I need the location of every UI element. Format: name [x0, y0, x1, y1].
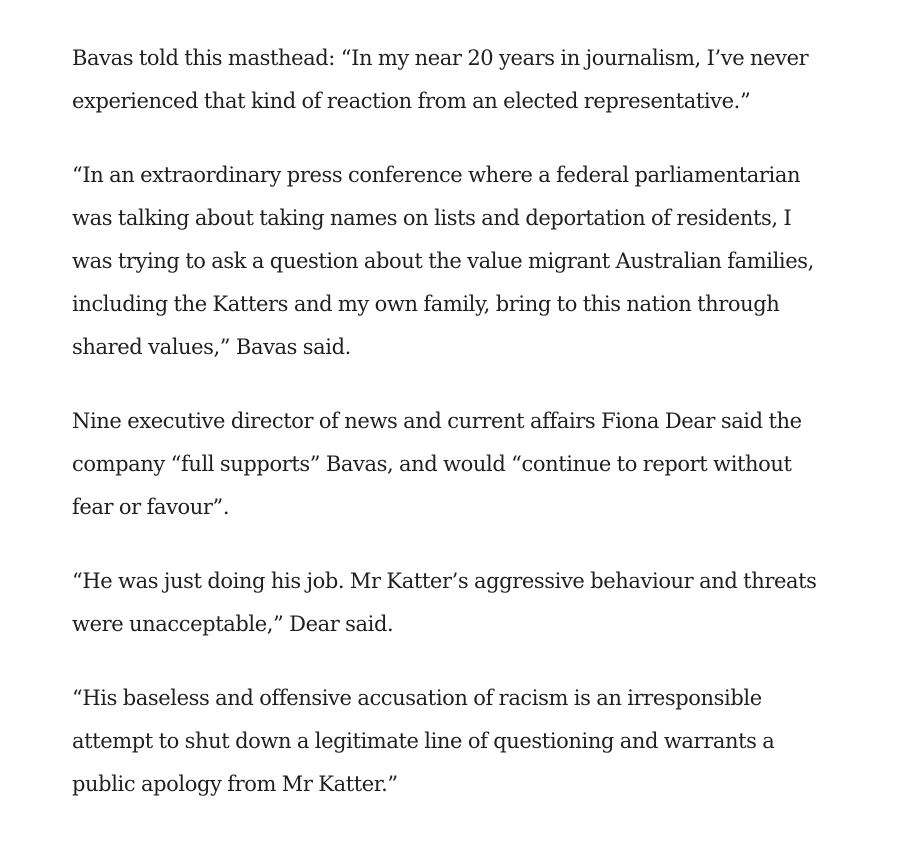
text-line: Nine executive director of news and current affairs Fiona Dear said the: [72, 409, 802, 433]
text-line: shared values,” Bavas said.: [72, 335, 351, 359]
paragraph-quote-dear-job: [72, 560, 872, 646]
text-line: were unacceptable,” Dear said.: [72, 612, 394, 636]
text-line: experienced that kind of reaction from an elected representative.”: [72, 89, 751, 113]
text-line: including the Katters and my own family, bring to this nation through: [72, 292, 780, 316]
text-line: fear or favour”.: [72, 495, 230, 519]
text-line: Bavas told this masthead: “In my near 20 years in journalism, I’ve never: [72, 46, 809, 70]
article-body: [72, 37, 872, 837]
paragraph-quote-bavas-masthead: [72, 37, 872, 123]
text-line: “He was just doing his job. Mr Katter’s aggressive behaviour and threats: [72, 569, 817, 593]
text-line: was talking about taking names on lists and deportation of residents, I: [72, 206, 792, 230]
text-line: attempt to shut down a legitimate line of questioning and warrants a: [72, 729, 775, 753]
text-line: public apology from Mr Katter.”: [72, 772, 398, 796]
paragraph-quote-dear-apology: [72, 677, 872, 806]
paragraph-quote-bavas-press-conference: [72, 154, 872, 369]
paragraph-fiona-dear-statement: [72, 400, 872, 529]
text-line: “In an extraordinary press conference where a federal parliamentarian: [72, 163, 801, 187]
text-line: company “full supports” Bavas, and would “continue to report without: [72, 452, 792, 476]
text-line: “His baseless and offensive accusation of racism is an irresponsible: [72, 686, 762, 710]
text-line: was trying to ask a question about the value migrant Australian families,: [72, 249, 814, 273]
